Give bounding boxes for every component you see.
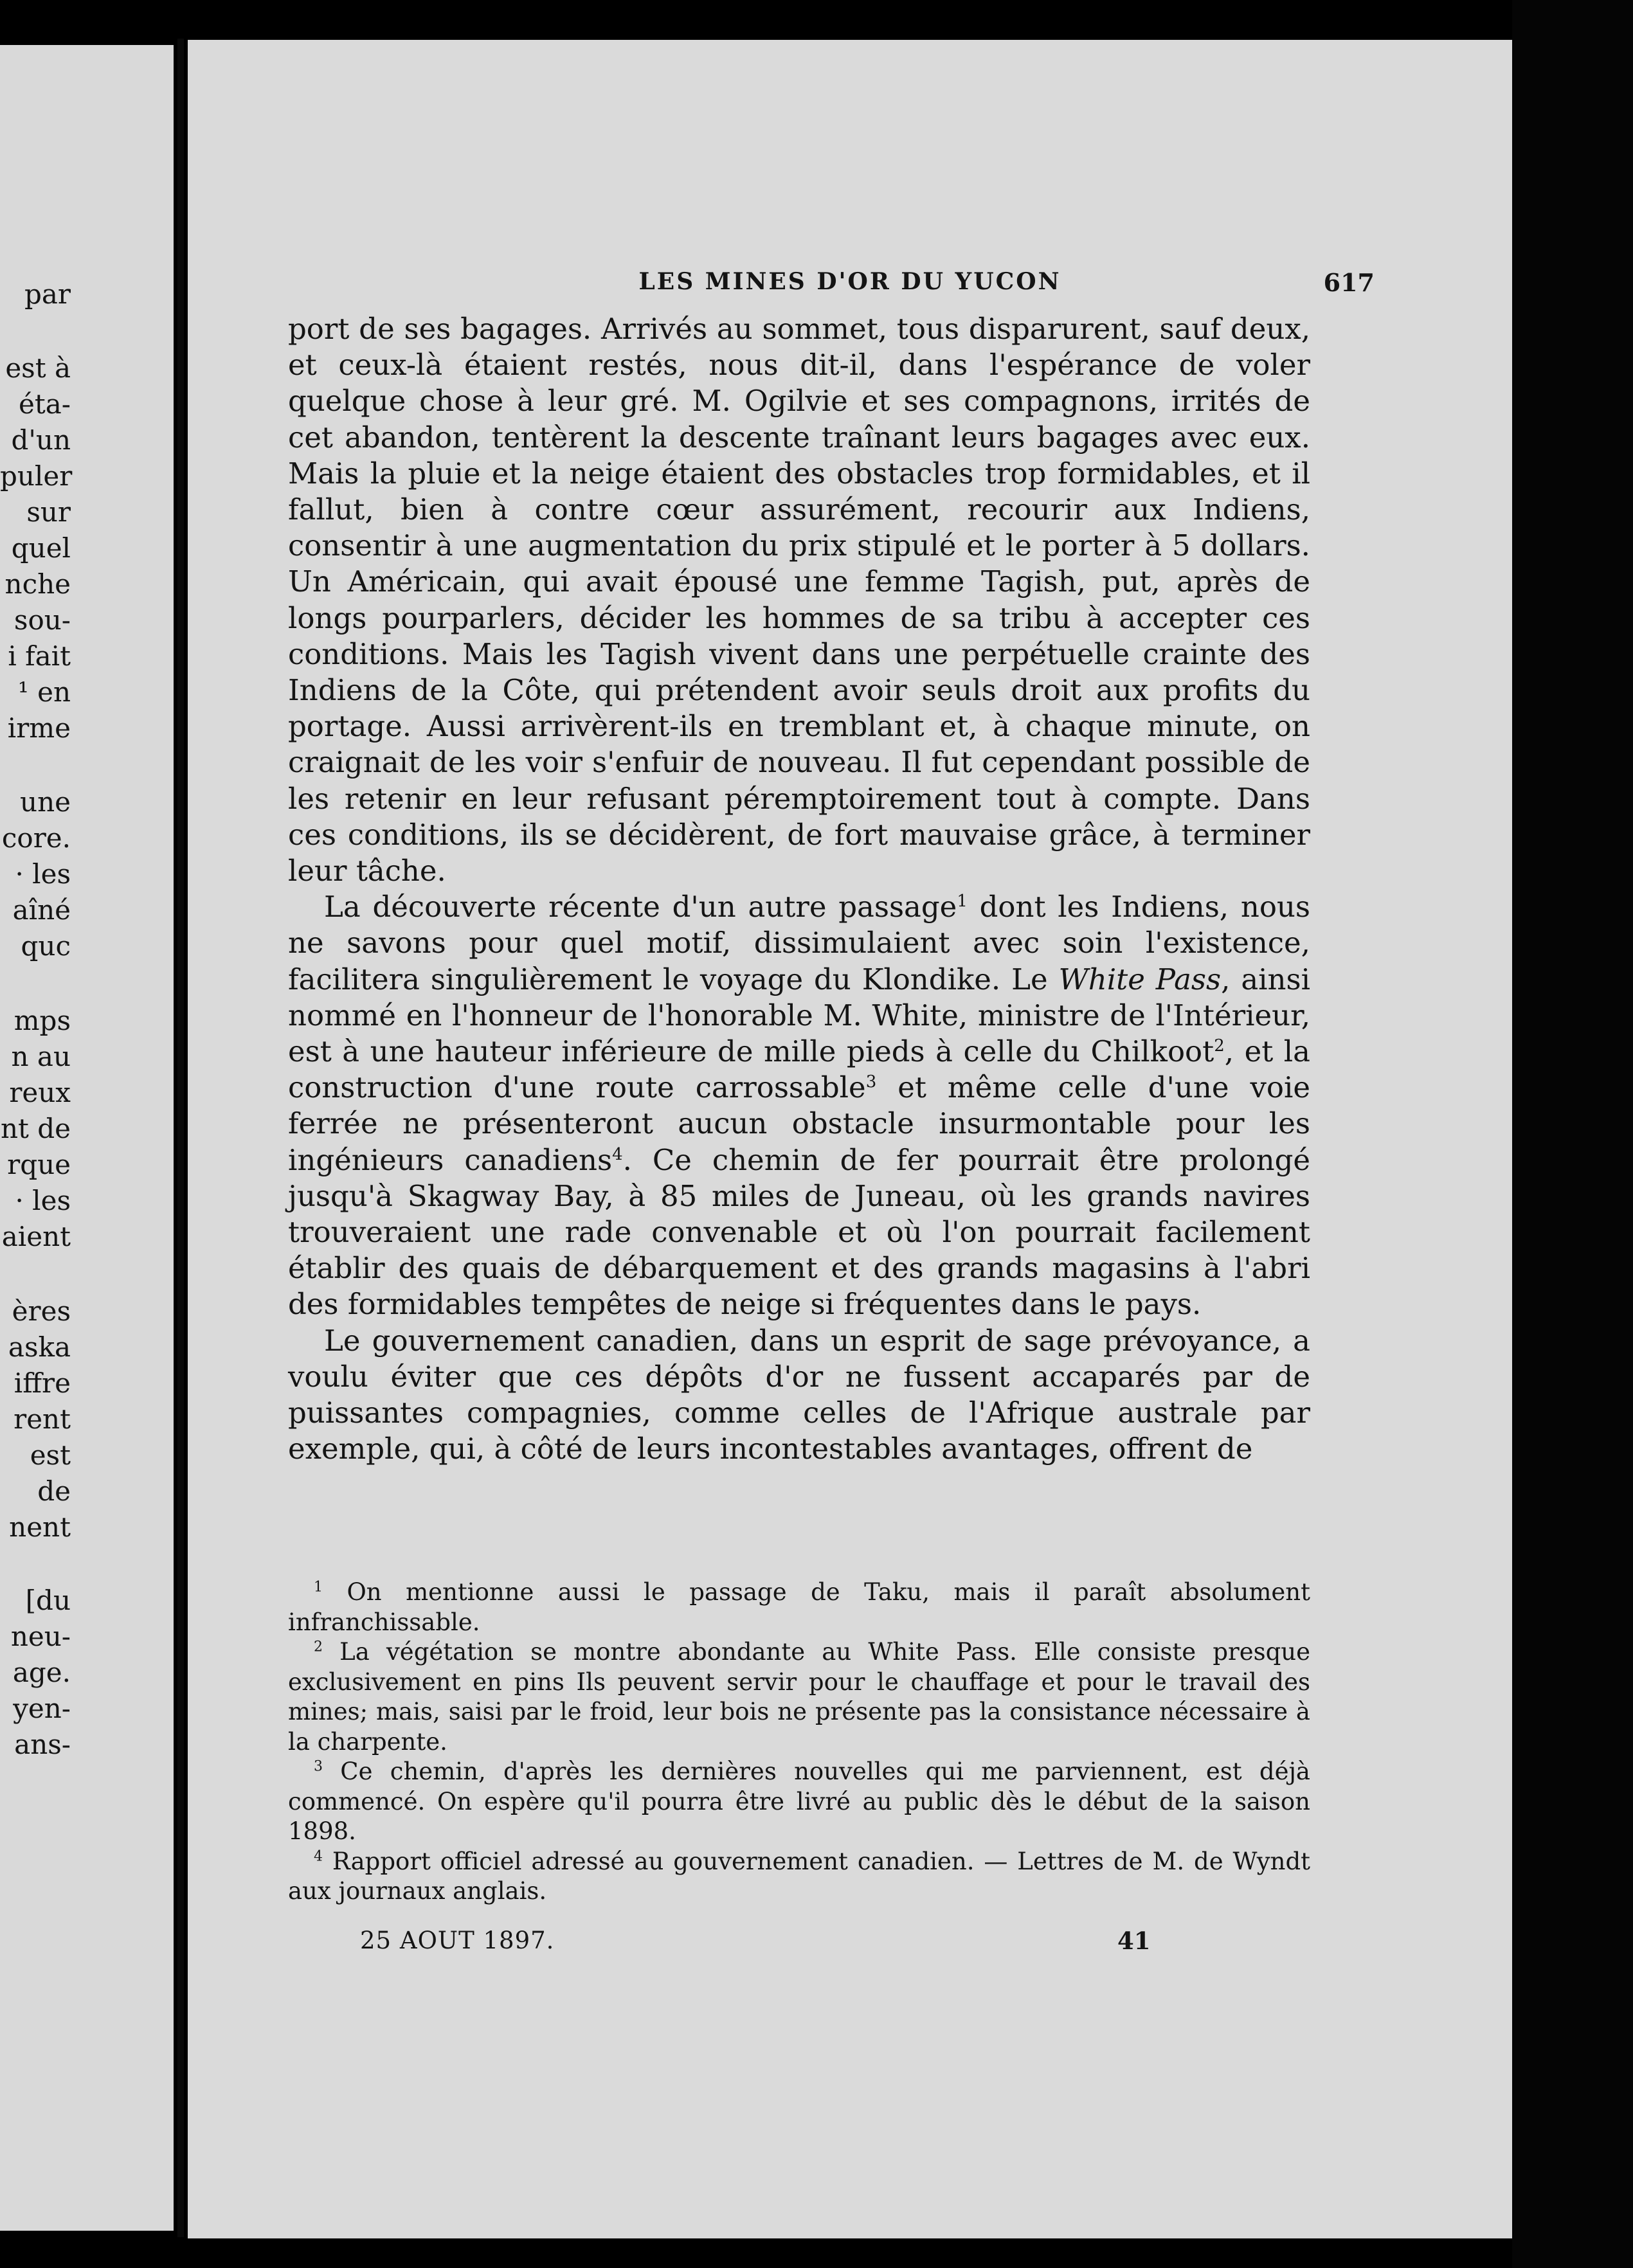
facing-page-fragment: nent <box>9 1511 71 1543</box>
facing-page-edge <box>0 45 174 2231</box>
paragraph-2-text: dont les Indiens, nous ne savons pour quel motif, dissimulaient avec soin l'existence, facilitera singulièrement le voyage du Klondike. Le <box>288 890 1310 996</box>
facing-page-fragment: · les <box>15 858 71 890</box>
facing-page-fragment: quc <box>21 930 71 962</box>
footnote-marker: 2 <box>314 1639 323 1655</box>
paragraph-2-text: et même celle d'une voie ferrée ne présenteront aucun obstacle insurmontable pour les ingénieurs canadiens <box>288 1070 1310 1177</box>
footnote-4 <box>288 1847 1310 1907</box>
page-gutter <box>177 39 184 2237</box>
sheet-number: 41 <box>1117 1927 1151 1955</box>
facing-page-fragment: par <box>24 278 71 310</box>
book-page <box>188 40 1512 2238</box>
running-head <box>188 268 1512 307</box>
facing-page-fragment: une <box>20 786 71 818</box>
printer-signature <box>188 1927 1512 1959</box>
footnote-2 <box>288 1637 1310 1757</box>
facing-page-fragment: ères <box>12 1295 71 1327</box>
issue-date: 25 AOUT 1897. <box>360 1927 555 1954</box>
facing-page-fragment: ¹ en <box>17 676 71 708</box>
facing-page-fragment: aska <box>8 1331 71 1363</box>
facing-page-fragment: · les <box>15 1185 71 1216</box>
facing-page-fragment: est <box>30 1439 71 1471</box>
facing-page-fragment: irme <box>7 712 71 744</box>
footnote-1 <box>288 1578 1310 1637</box>
facing-page-fragment: rent <box>14 1403 71 1435</box>
facing-page-fragment: aîné <box>12 894 71 926</box>
running-head-title: LES MINES D'OR DU YUCON <box>638 268 1061 295</box>
facing-page-fragment: sou- <box>14 604 71 636</box>
facing-page-fragment: nt de <box>0 1113 71 1144</box>
facing-page-fragment: quel <box>11 532 71 564</box>
footnote-ref-3: 3 <box>865 1072 877 1092</box>
footnote-marker: 4 <box>314 1848 323 1865</box>
footnote-ref-1: 1 <box>957 892 968 912</box>
footnote-marker: 3 <box>314 1758 323 1775</box>
facing-page-fragment: sur <box>26 496 71 528</box>
footnote-marker: 1 <box>314 1579 323 1596</box>
scan-border <box>1512 0 1633 2268</box>
facing-page-fragment: [du <box>25 1585 71 1616</box>
paragraph-2-text: . Ce chemin de fer pourrait être prolongé jusqu'à Skagway Bay, à 85 miles de Juneau, où les grands navires trouveraient une rade convenable et où l'on pourrait facilement établir des quais de débarquement et des grands magasins à l'abri des formidables tempêtes de neige si fréquentes dans le pays. <box>288 1142 1311 1322</box>
paragraph-1: port de ses bagages. Arrivés au sommet, tous disparurent, sauf deux, et ceux-là étaient restés, nous dit-il, dans l'espérance de voler quelque chose à leur gré. M. Ogilvie et ses compagnons, irrités de cet abandon, tentèrent la descente traînant leurs bagages avec eux. Mais la pluie et la neige étaient des obstacles trop formidables, et il fallut, bien à contre cœur assurément, recourir aux Indiens, consentir à une augmentation du prix stipulé et le porter à 5 dollars. Un Américain, qui avait épousé une femme Tagish, put, après de longs pourparlers, décider les hommes de sa tribu à accepter ces conditions. Mais les Tagish vivent dans une perpétuelle crainte des Indiens de la Côte, qui prétendent avoir seuls droit aux profits du portage. Aussi arrivèrent-ils en tremblant et, à chaque minute, on craignait de les voir s'enfuir de nouveau. Il fut cependant possible de les retenir en leur refusant péremptoirement tout à compte. Dans ces conditions, ils se décidèrent, de fort mauvaise grâce, à terminer leur tâche. <box>288 312 1310 888</box>
footnote-ref-2: 2 <box>1214 1036 1225 1056</box>
footnote-ref-4: 4 <box>612 1144 623 1164</box>
footnote-text: La végétation se montre abondante au White Pass. Elle consiste presque exclusivement en pins Ils peuvent servir pour le chauffage et pour le travail des mines; mais, saisi par le froid, leur bois ne présente pas la consistance nécessaire à la charpente. <box>288 1638 1310 1756</box>
facing-page-fragment: yen- <box>13 1693 71 1724</box>
facing-page-fragment: i fait <box>8 640 71 672</box>
paragraph-2-text: , ainsi nommé en l'honneur de l'honorable M. White, ministre de l'Intérieur, est à une hauteur inférieure de mille pieds à celle du Chilkoot <box>288 962 1311 1069</box>
facing-page-fragment: core. <box>1 822 71 854</box>
facing-page-fragment: nche <box>5 568 71 600</box>
facing-page-fragment: éta- <box>19 388 71 420</box>
footnote-text: On mentionne aussi le passage de Taku, mais il paraît absolument infranchissable. <box>288 1578 1310 1636</box>
footnote-text: Rapport officiel adressé au gouvernement canadien. — Lettres de M. de Wyndt aux journaux anglais. <box>288 1847 1310 1905</box>
facing-page-fragment: iffre <box>14 1367 71 1399</box>
facing-page-fragment: d'un <box>11 424 71 456</box>
facing-page-fragment: de <box>37 1475 71 1507</box>
facing-page-fragment: rque <box>7 1149 71 1180</box>
footnote-3 <box>288 1757 1310 1847</box>
facing-page-fragment: ans- <box>14 1729 71 1760</box>
paragraph-2-text: La découverte récente d'un autre passage <box>324 890 957 924</box>
paragraph-2-text: , et la construction d'une route carrossable <box>288 1034 1310 1105</box>
paragraph-3: Le gouvernement canadien, dans un esprit de sage prévoyance, a voulu éviter que ces dépôts d'or ne fussent accaparés par de puissantes compagnies, comme celles de l'Afrique australe par exemple, qui, à côté de leurs incontestables avantages, offrent de <box>288 1323 1310 1466</box>
facing-page-fragment: est à <box>5 352 71 384</box>
facing-page-fragment: neu- <box>10 1621 71 1652</box>
facing-page-fragment: aient <box>1 1221 71 1252</box>
page-number: 617 <box>1323 268 1375 297</box>
facing-page-fragment: age. <box>12 1657 71 1688</box>
body-text <box>288 311 1310 1468</box>
italic-term: White Pass <box>1058 962 1222 996</box>
footnotes <box>288 1578 1310 1907</box>
paragraph-2 <box>288 889 1310 1322</box>
facing-page-fragment: mps <box>14 1005 71 1036</box>
facing-page-fragment: puler <box>0 460 73 492</box>
facing-page-fragment: reux <box>9 1077 71 1108</box>
facing-page-fragment: n au <box>11 1041 71 1072</box>
footnote-text: Ce chemin, d'après les dernières nouvelles qui me parviennent, est déjà commencé. On espère qu'il pourra être livré au public dès le début de la saison 1898. <box>288 1758 1310 1845</box>
